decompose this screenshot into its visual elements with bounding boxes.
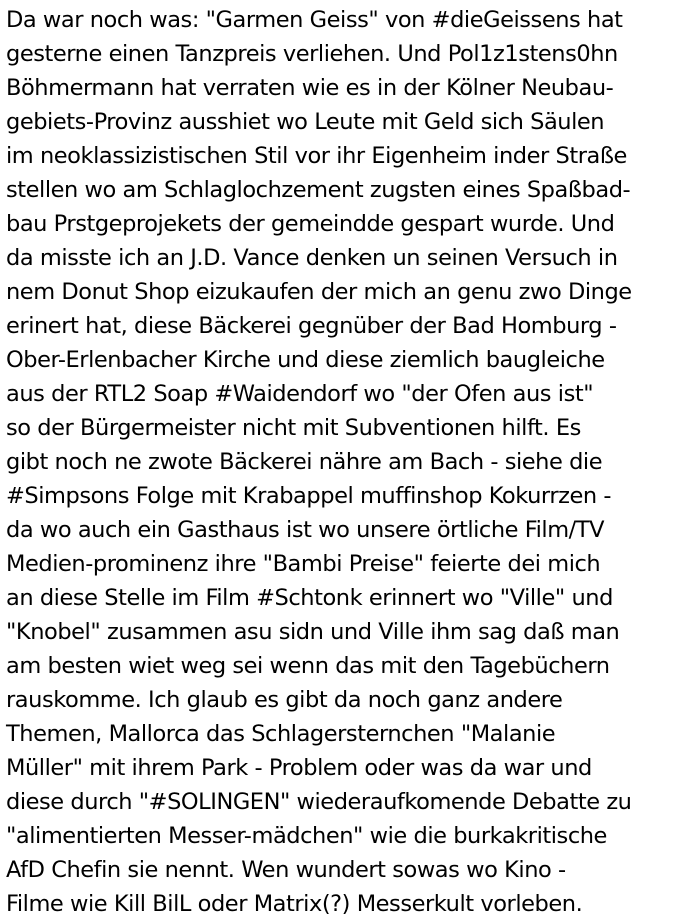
text-line-12: aus der RTL2 Soap #Waidendorf wo "der Ofen aus ist" (6, 381, 594, 407)
text-document (6, 3, 682, 921)
text-line-7: bau Prstgeprojekets der gemeindde gespart wurde. Und (6, 211, 615, 237)
text-line-3: Böhmermann hat verraten wie es in der Kölner Neubau- (6, 75, 614, 101)
text-line-20: am besten wiet weg sei wenn das mit den Tagebüchern (6, 653, 610, 679)
text-line-6: stellen wo am Schlaglochzement zugsten eines Spaßbad- (6, 177, 631, 203)
text-line-15: #Simpsons Folge mit Krabappel muffinshop Kokurrzen - (6, 483, 612, 509)
text-line-13: so der Bürgermeister nicht mit Subventionen hilft. Es (6, 415, 581, 441)
text-line-17: Medien-prominenz ihre "Bambi Preise" feierte dei mich (6, 551, 601, 577)
text-line-27: Filme wie Kill BilL oder Matrix(?) Messerkult vorleben. (6, 891, 583, 917)
text-line-8: da misste ich an J.D. Vance denken un seinen Versuch in (6, 245, 618, 271)
text-line-2: gesterne einen Tanzpreis verliehen. Und Pol1z1stens0hn (6, 41, 618, 67)
text-line-21: rauskomme. Ich glaub es gibt da noch ganz andere (6, 687, 563, 713)
text-line-19: "Knobel" zusammen asu sidn und Ville ihm sag daß man (6, 619, 620, 645)
text-line-16: da wo auch ein Gasthaus ist wo unsere örtliche Film/TV (6, 517, 605, 543)
text-line-14: gibt noch ne zwote Bäckerei nähre am Bach - siehe die (6, 449, 603, 475)
text-line-25: "alimentierten Messer-mädchen" wie die burkakritische (6, 823, 607, 849)
text-line-4: gebiets-Provinz ausshiet wo Leute mit Geld sich Säulen (6, 109, 605, 135)
text-line-18: an diese Stelle im Film #Schtonk erinnert wo "Ville" und (6, 585, 613, 611)
text-line-23: Müller" mit ihrem Park - Problem oder was da war und (6, 755, 592, 781)
text-line-1: Da war noch was: "Garmen Geiss" von #dieGeissens hat (6, 7, 623, 33)
text-line-9: nem Donut Shop eizukaufen der mich an genu zwo Dinge (6, 279, 632, 305)
text-line-5: im neoklassizistischen Stil vor ihr Eigenheim inder Straße (6, 143, 627, 169)
text-line-10: erinert hat, diese Bäckerei gegnüber der Bad Homburg - (6, 313, 617, 339)
text-line-26: AfD Chefin sie nennt. Wen wundert sowas wo Kino - (6, 857, 566, 883)
text-line-24: diese durch "#SOLINGEN" wiederaufkomende Debatte zu (6, 789, 632, 815)
text-line-11: Ober-Erlenbacher Kirche und diese ziemlich baugleiche (6, 347, 605, 373)
text-line-22: Themen, Mallorca das Schlagersternchen "Malanie (6, 721, 556, 747)
